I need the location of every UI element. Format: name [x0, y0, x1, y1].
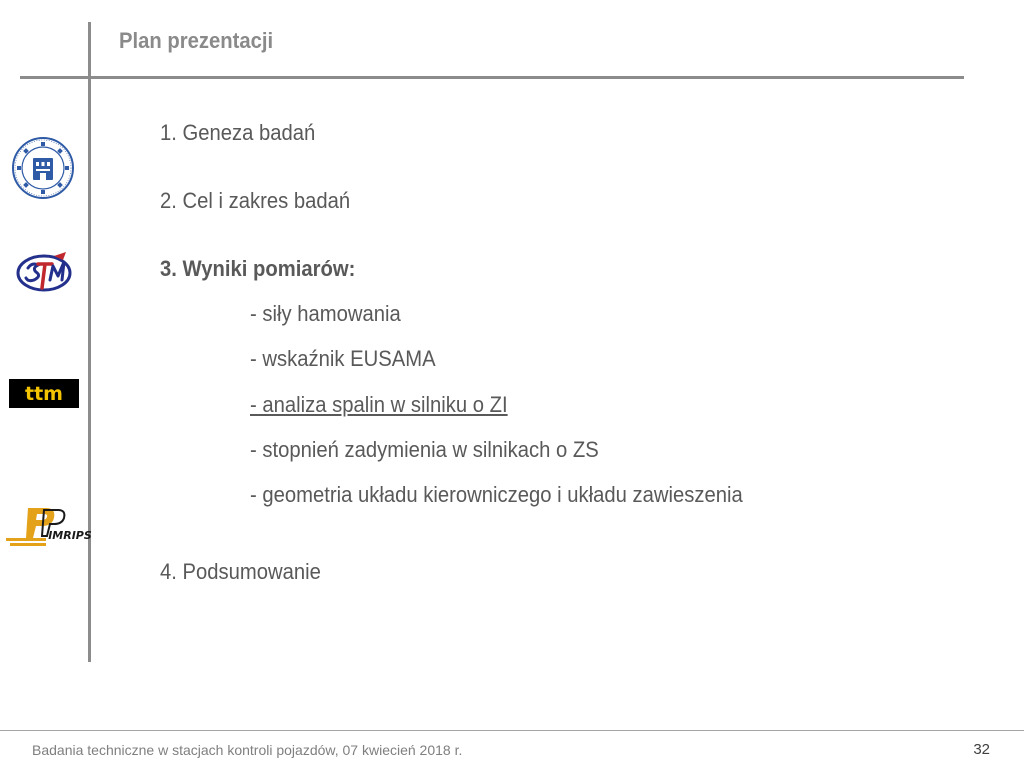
agenda-item-2: 2. Cel i zakres badań	[160, 188, 351, 213]
ttm-logo-icon	[9, 379, 79, 413]
agenda-item-4: 4. Podsumowanie	[160, 559, 321, 584]
title-underline	[20, 76, 964, 79]
footer-divider	[0, 730, 1024, 731]
svg-text:IMRIPS: IMRIPS	[48, 529, 92, 542]
slide-title: Plan prezentacji	[119, 28, 274, 53]
subitem-braking-forces: - siły hamowania	[250, 301, 401, 326]
page-number: 32	[973, 741, 990, 758]
svg-text:ttm: ttm	[25, 383, 63, 405]
vertical-rule	[88, 22, 91, 662]
agenda-item-3: 3. Wyniki pomiarów:	[160, 256, 356, 281]
subitem-geometry: - geometria układu kierowniczego i układu zawieszenia	[250, 482, 743, 507]
footer-text: Badania techniczne w stacjach kontroli pojazdów, 07 kwiecień 2018 r.	[32, 742, 463, 758]
subitem-exhaust-analysis: - analiza spalin w silniku o ZI	[250, 392, 508, 417]
pimrips-logo-icon	[6, 506, 92, 555]
subitem-smoke-level: - stopnień zadymienia w silnikach o ZS	[250, 437, 599, 462]
university-seal-icon	[11, 136, 75, 205]
stm-logo-icon	[14, 248, 74, 301]
subitem-eusama: - wskaźnik EUSAMA	[250, 346, 436, 371]
agenda-item-1: 1. Geneza badań	[160, 120, 316, 145]
